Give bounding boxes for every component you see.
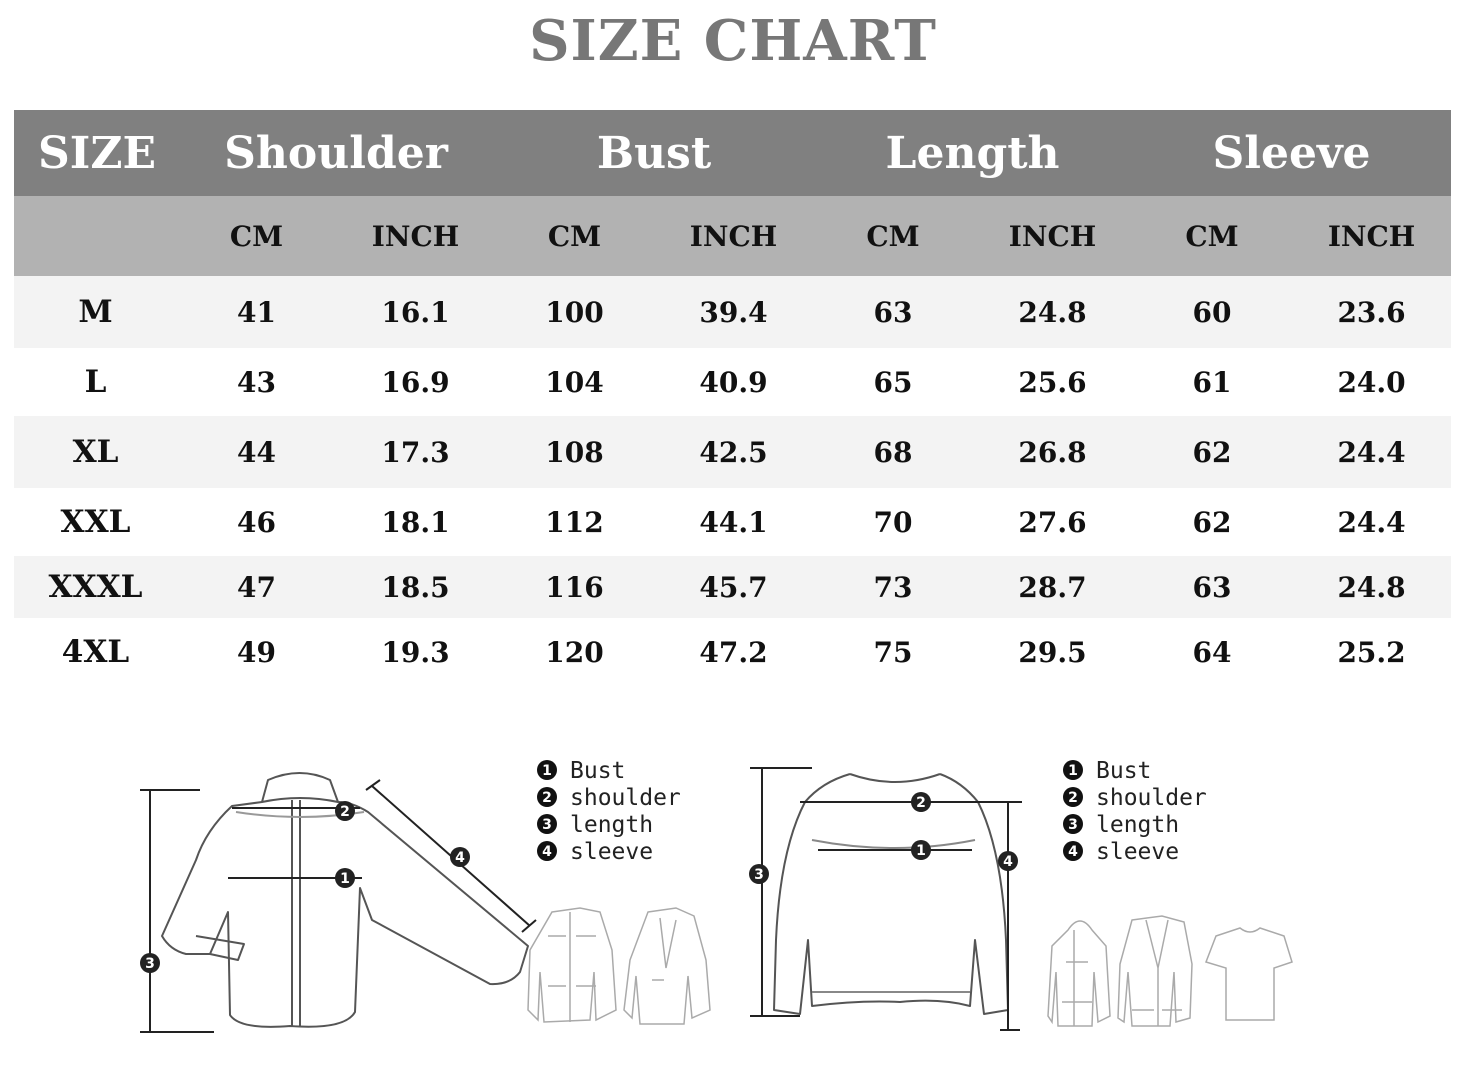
size-cell: XL: [14, 416, 177, 488]
table-cell: 18.1: [381, 505, 450, 539]
legend-label: sleeve: [570, 839, 654, 865]
svg-text:1: 1: [916, 843, 926, 859]
header-unit: CM: [813, 196, 973, 276]
table-cell: 18.5: [336, 556, 495, 618]
table-cell: 27.6: [1018, 505, 1087, 539]
table-cell: 75: [873, 635, 913, 669]
table-cell: 24.0: [1337, 365, 1406, 399]
table-cell: 100: [495, 276, 654, 348]
table-cell: 108: [495, 416, 654, 488]
table-cell: 26.8: [973, 416, 1132, 488]
table-cell: 63: [1132, 556, 1292, 618]
table-row: [14, 618, 1451, 686]
size-cell: M: [14, 276, 177, 348]
table-cell: 62: [1192, 505, 1232, 539]
svg-text:3: 3: [754, 867, 764, 883]
legend-item: [537, 758, 625, 784]
table-cell: 68: [813, 416, 973, 488]
header-row-groups: [14, 110, 1451, 196]
header-sleeve: Sleeve: [1132, 110, 1451, 196]
header-unit: CM: [495, 196, 654, 276]
svg-text:2: 2: [916, 795, 926, 811]
table-cell: 61: [1192, 365, 1232, 399]
table-cell: 49: [237, 635, 276, 669]
header-bust: Bust: [495, 110, 813, 196]
header-shoulder: Shoulder: [177, 110, 495, 196]
table-cell: 25.2: [1337, 635, 1406, 669]
table-cell: 40.9: [699, 365, 768, 399]
legend-label: length: [570, 812, 654, 838]
table-cell: 23.6: [1292, 276, 1451, 348]
table-cell: 24.8: [973, 276, 1132, 348]
svg-text:2: 2: [340, 804, 350, 820]
size-cell: 4XL: [61, 634, 130, 670]
table-cell: 62: [1132, 416, 1292, 488]
table-cell: 104: [545, 365, 604, 399]
table-cell: 63: [813, 276, 973, 348]
legend-label: length: [1096, 812, 1180, 838]
legend-label: sleeve: [1096, 839, 1180, 865]
legend-label: shoulder: [570, 785, 681, 811]
table-cell: 39.4: [654, 276, 813, 348]
table-cell: 16.9: [381, 365, 450, 399]
table-cell: 45.7: [654, 556, 813, 618]
header-size: SIZE: [14, 110, 177, 196]
table-cell: 112: [545, 505, 604, 539]
table-cell: 16.1: [336, 276, 495, 348]
legend-num: 1: [1068, 763, 1078, 779]
header-unit: INCH: [1292, 196, 1451, 276]
table-cell: 120: [545, 635, 604, 669]
svg-text:4: 4: [1003, 854, 1013, 870]
table-cell: 41: [177, 276, 336, 348]
table-cell: 24.8: [1292, 556, 1451, 618]
legend-label: Bust: [1096, 758, 1152, 784]
table-cell: 44: [177, 416, 336, 488]
sweater-measure-markers: [749, 792, 1018, 884]
legend-item: [1063, 758, 1151, 784]
legend-num: 3: [542, 817, 552, 833]
size-cell: XXXL: [14, 556, 177, 618]
legend-num: 3: [1068, 817, 1078, 833]
table-row: [14, 276, 1451, 348]
legend-num: 4: [1068, 844, 1078, 860]
header-unit-blank: [14, 196, 177, 276]
header-length: Length: [813, 110, 1132, 196]
header-unit: INCH: [336, 196, 495, 276]
header-unit: CM: [1132, 196, 1292, 276]
legend-num: 2: [1068, 790, 1078, 806]
table-row: [14, 416, 1451, 488]
legend-right: [1063, 758, 1207, 865]
header-unit: CM: [177, 196, 336, 276]
header-unit: INCH: [654, 196, 813, 276]
legend-item: [1063, 839, 1179, 865]
size-cell: L: [84, 364, 107, 400]
table-cell: 43: [237, 365, 276, 399]
jacket-illustrations: [528, 908, 710, 1024]
table-cell: 42.5: [654, 416, 813, 488]
header-row-units: [14, 196, 1451, 276]
size-table: [14, 110, 1451, 686]
legend-left: [537, 758, 681, 865]
table-cell: 29.5: [1018, 635, 1087, 669]
page-title: SIZE CHART: [529, 8, 937, 74]
legend-item: [537, 839, 653, 865]
table-cell: 116: [495, 556, 654, 618]
table-cell: 24.4: [1292, 416, 1451, 488]
sweater-illustration: [774, 774, 1008, 1014]
legend-num: 2: [542, 790, 552, 806]
legend-item: [1063, 785, 1207, 811]
legend-item: [537, 785, 681, 811]
legend-label: Bust: [570, 758, 626, 784]
table-cell: 24.4: [1337, 505, 1406, 539]
svg-text:1: 1: [340, 871, 350, 887]
table-row: [14, 488, 1451, 556]
table-cell: 25.6: [1018, 365, 1087, 399]
table-cell: 73: [813, 556, 973, 618]
svg-text:4: 4: [455, 850, 465, 866]
legend-num: 1: [542, 763, 552, 779]
table-cell: 19.3: [381, 635, 450, 669]
table-row: [14, 556, 1451, 618]
table-cell: 47: [177, 556, 336, 618]
legend-label: shoulder: [1096, 785, 1207, 811]
svg-text:3: 3: [145, 956, 155, 972]
table-cell: 70: [873, 505, 913, 539]
legend-item: [1063, 812, 1179, 838]
table-cell: 65: [873, 365, 913, 399]
table-cell: 17.3: [336, 416, 495, 488]
legend-num: 4: [542, 844, 552, 860]
garment-illustrations: [1048, 916, 1292, 1026]
measurement-diagram: [0, 740, 1466, 1050]
table-cell: 44.1: [699, 505, 768, 539]
table-cell: 47.2: [699, 635, 768, 669]
table-cell: 46: [237, 505, 276, 539]
header-unit: INCH: [973, 196, 1132, 276]
table-cell: 28.7: [973, 556, 1132, 618]
table-row: [14, 348, 1451, 416]
table-cell: 64: [1192, 635, 1232, 669]
table-cell: 60: [1132, 276, 1292, 348]
legend-item: [537, 812, 653, 838]
size-cell: XXL: [60, 504, 131, 540]
